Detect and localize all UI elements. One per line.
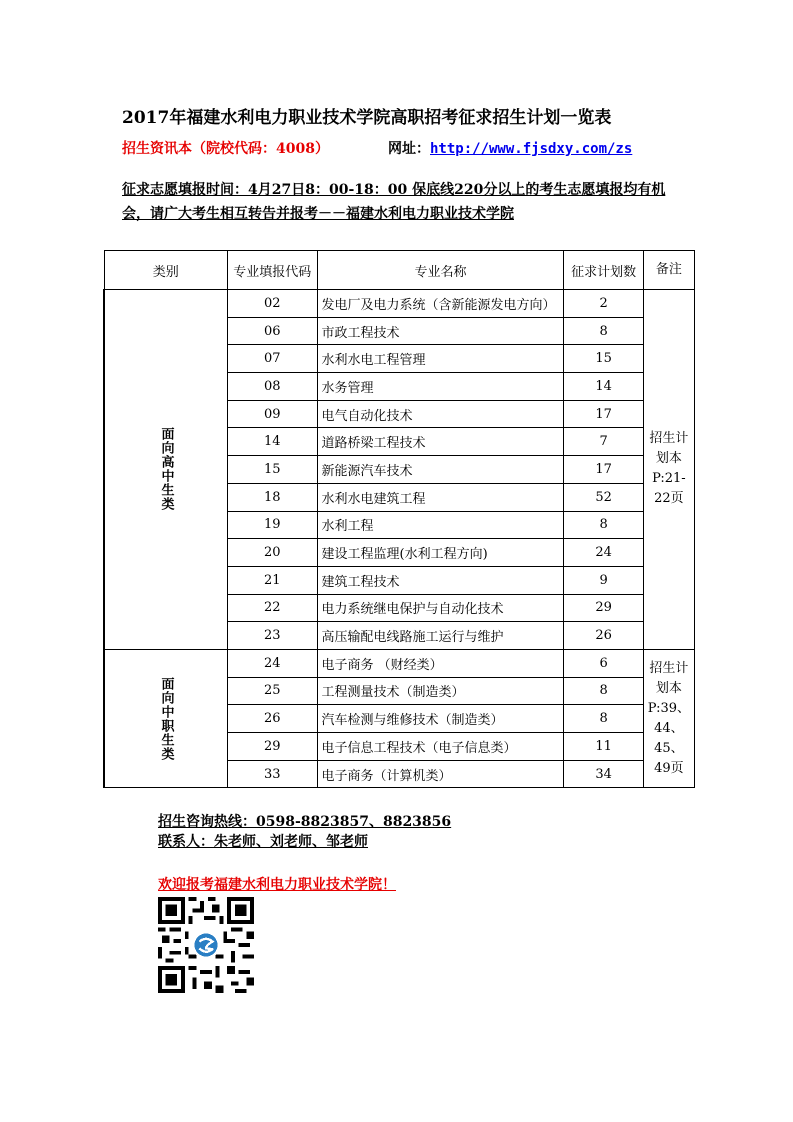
count-cell: 9 xyxy=(564,566,643,594)
name-cell: 工程测量技术（制造类） xyxy=(317,677,564,705)
name-cell: 建设工程监理(水利工程方向) xyxy=(317,539,564,567)
count-cell: 7 xyxy=(564,428,643,456)
header-name: 专业名称 xyxy=(317,251,564,290)
code-cell: 23 xyxy=(228,622,318,650)
name-cell: 水利水电建筑工程 xyxy=(317,483,564,511)
code-cell: 24 xyxy=(228,649,318,677)
count-cell: 15 xyxy=(564,345,643,373)
name-cell: 汽车检测与维修技术（制造类） xyxy=(317,705,564,733)
name-cell: 建筑工程技术 xyxy=(317,566,564,594)
count-cell: 34 xyxy=(564,760,643,788)
table-header-row xyxy=(104,251,695,290)
page-title: 2017年福建水利电力职业技术学院高职招考征求招生计划一览表 xyxy=(122,108,612,128)
website-link[interactable]: http://www.fjsdxy.com/zs xyxy=(430,141,633,157)
category-label: 面向中职生类 xyxy=(158,676,174,761)
hotline-text: 招生咨询热线：0598-8823857、8823856 xyxy=(158,814,452,830)
code-cell: 29 xyxy=(228,733,318,761)
website-label: 网址： xyxy=(388,141,430,157)
note-cell: 招生计划本P:21-22页 xyxy=(643,290,694,650)
count-cell: 8 xyxy=(564,705,643,733)
header-category: 类别 xyxy=(104,251,228,290)
category-cell xyxy=(104,649,228,787)
code-cell: 18 xyxy=(228,483,318,511)
code-cell: 06 xyxy=(228,317,318,345)
category-label: 面向高中生类 xyxy=(158,427,174,512)
name-cell: 高压输配电线路施工运行与维护 xyxy=(317,622,564,650)
name-cell: 道路桥梁工程技术 xyxy=(317,428,564,456)
count-cell: 8 xyxy=(564,677,643,705)
name-cell: 新能源汽车技术 xyxy=(317,456,564,484)
name-cell: 电子商务 （财经类） xyxy=(317,649,564,677)
code-cell: 19 xyxy=(228,511,318,539)
code-cell: 02 xyxy=(228,290,318,318)
name-cell: 水务管理 xyxy=(317,373,564,401)
code-cell: 14 xyxy=(228,428,318,456)
header-code: 专业填报代码 xyxy=(228,251,318,290)
enrollment-plan-table xyxy=(103,250,695,788)
count-cell: 11 xyxy=(564,733,643,761)
name-cell: 水利水电工程管理 xyxy=(317,345,564,373)
name-cell: 发电厂及电力系统（含新能源发电方向） xyxy=(317,290,564,318)
name-cell: 电力系统继电保护与自动化技术 xyxy=(317,594,564,622)
code-cell: 15 xyxy=(228,456,318,484)
table-row xyxy=(104,649,695,677)
name-cell: 电子信息工程技术（电子信息类） xyxy=(317,733,564,761)
qr-code-icon xyxy=(158,897,254,993)
welcome-text: 欢迎报考福建水利电力职业技术学院！ xyxy=(158,877,396,893)
category-cell xyxy=(104,290,228,650)
contact-people: 联系人：朱老师、刘老师、邹老师 xyxy=(158,834,368,850)
code-cell: 21 xyxy=(228,566,318,594)
code-cell: 09 xyxy=(228,400,318,428)
count-cell: 8 xyxy=(564,317,643,345)
contact-block xyxy=(158,812,451,852)
header-count: 征求计划数 xyxy=(564,251,643,290)
name-cell: 电子商务（计算机类） xyxy=(317,760,564,788)
code-cell: 25 xyxy=(228,677,318,705)
code-cell: 33 xyxy=(228,760,318,788)
notice-text: 征求志愿填报时间：4月27日8：00-18：00 保底线220分以上的考生志愿填报均有机会，请广大考生相互转告并报考－－福建水利电力职业技术学院 xyxy=(122,182,666,222)
count-cell: 14 xyxy=(564,373,643,401)
name-cell: 水利工程 xyxy=(317,511,564,539)
count-cell: 17 xyxy=(564,456,643,484)
table-row xyxy=(104,290,695,318)
count-cell: 8 xyxy=(564,511,643,539)
code-cell: 07 xyxy=(228,345,318,373)
header-note: 备注 xyxy=(643,251,694,290)
count-cell: 52 xyxy=(564,483,643,511)
code-cell: 20 xyxy=(228,539,318,567)
note-cell: 招生计划本P:39、44、45、49页 xyxy=(643,649,694,787)
brochure-label: 招生资讯本（院校代码：4008） xyxy=(122,141,329,157)
name-cell: 电气自动化技术 xyxy=(317,400,564,428)
code-cell: 26 xyxy=(228,705,318,733)
website-line xyxy=(388,138,632,158)
count-cell: 24 xyxy=(564,539,643,567)
count-cell: 6 xyxy=(564,649,643,677)
count-cell: 29 xyxy=(564,594,643,622)
name-cell: 市政工程技术 xyxy=(317,317,564,345)
count-cell: 17 xyxy=(564,400,643,428)
code-cell: 22 xyxy=(228,594,318,622)
code-cell: 08 xyxy=(228,373,318,401)
count-cell: 2 xyxy=(564,290,643,318)
count-cell: 26 xyxy=(564,622,643,650)
